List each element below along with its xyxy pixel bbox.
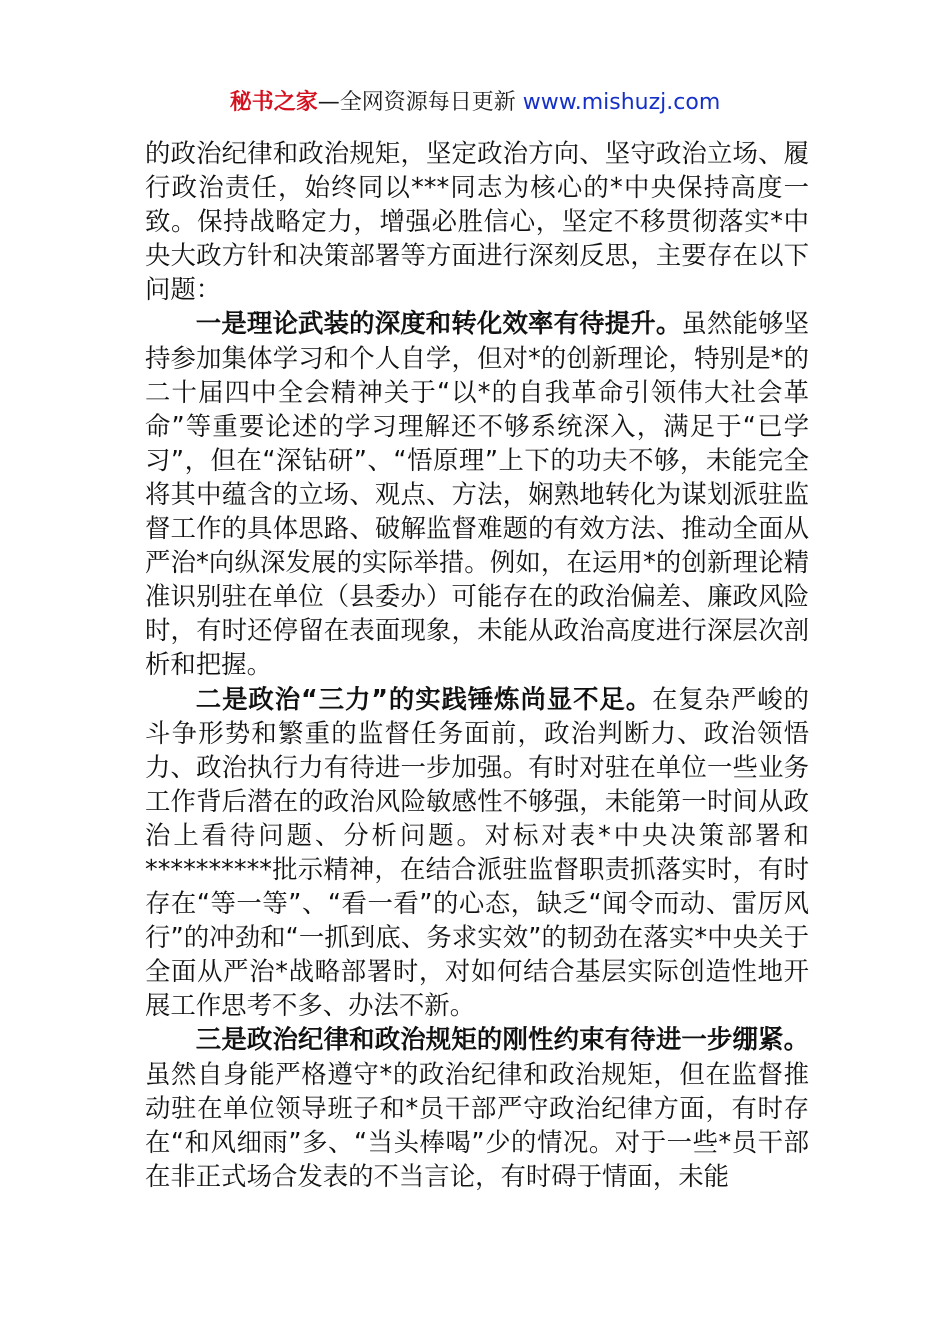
brand-name: 秘书之家	[229, 90, 318, 115]
paragraph-heading: 二是政治“三力”的实践锤炼尚显不足。	[195, 683, 653, 714]
paragraph-text: 虽然自身能严格遵守*的政治纪律和政治规矩，但在监督推动驻在单位领导班子和*员干部严守政治纪律方面，有时存在“和风细雨”多、“当头棒喝”少的情况。对于一些*员干部在非正式场合发表的不当言论，有时碍于情面，未能	[145, 1058, 809, 1191]
document-body	[145, 136, 809, 1193]
paragraph-text: 虽然能够坚持参加集体学习和个人自学，但对*的创新理论，特别是*的二十届四中全会精神关于“以*的自我革命引领伟大社会革命”等重要论述的学习理解还不够系统深入，满足于“已学习”，但在“深钻研”、“悟原理”上下的功夫不够，未能完全将其中蕴含的立场、观点、方法，娴熟地转化为谋划派驻监督工作的具体思路、破解监督难题的有效方法、推动全面从严治*向纵深发展的实际举措。例如，在运用*的创新理论精准识别驻在单位（县委办）可能存在的政治偏差、廉政风险时，有时还停留在表面现象，未能从政治高度进行深层次剖析和把握。	[145, 308, 810, 680]
header-slogan: —全网资源每日更新	[317, 90, 523, 115]
paragraph-heading: 三是政治纪律和政治规矩的刚性约束有待进一步绷紧。	[195, 1024, 809, 1055]
paragraph-text: 在复杂严峻的斗争形势和繁重的监督任务面前，政治判断力、政治领悟力、政治执行力有待进一步加强。有时对驻在单位一些业务工作背后潜在的政治风险敏感性不够强，未能第一时间从政治上看待问题、分析问题。对标对表*中央决策部署和**********批示精神，在结合派驻监督职责抓落实时，有时存在“等一等”、“看一看”的心态，缺乏“闻令而动、雷厉风行”的冲劲和“一抓到底、务求实效”的韧劲在落实*中央关于全面从严治*战略部署时，对如何结合基层实际创造性地开展工作思考不多、办法不新。	[145, 683, 810, 1021]
page-header	[0, 86, 950, 120]
paragraph-heading: 一是理论武装的深度和转化效率有待提升。	[195, 308, 682, 339]
paragraph-text: 的政治纪律和政治规矩，坚定政治方向、坚守政治立场、履行政治责任，始终同以***同志为核心的*中央保持高度一致。保持战略定力，增强必胜信心，坚定不移贯彻落实*中央大政方针和决策部署等方面进行深刻反思，主要存在以下问题：	[145, 138, 809, 305]
paragraph-issue-two	[145, 682, 809, 1023]
paragraph-issue-one	[145, 306, 809, 681]
paragraph-issue-three	[145, 1022, 809, 1192]
paragraph-intro	[145, 136, 809, 306]
site-url-link[interactable]: www.mishuzj.com	[522, 90, 721, 115]
